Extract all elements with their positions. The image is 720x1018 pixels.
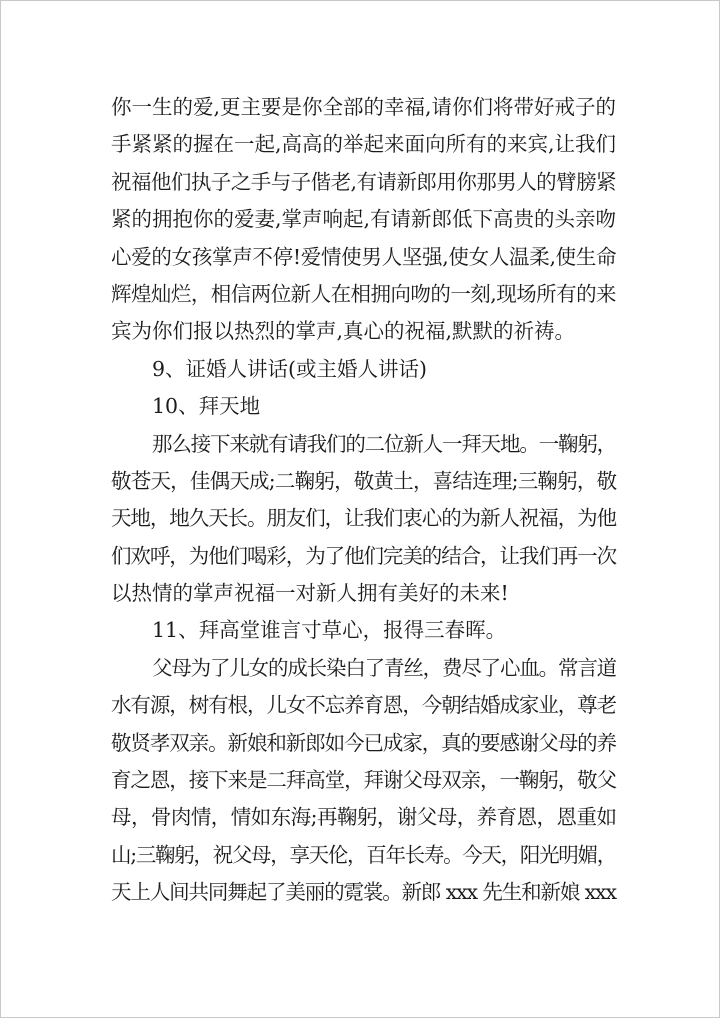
text-line: 你一生的爱,更主要是你全部的幸福,请你们将带好戒子的 [111,95,617,119]
text-line: 祝福他们执子之手与子偕老,有请新郎用你那男人的臂膀紧 [111,169,617,194]
text-line: 那么接下来就有请我们的二位新人一拜天地。一鞠躬， [152,431,616,456]
text-line: 天上人间共同舞起了美丽的霓裳。新郎 xxx 先生和新娘 xxx [111,880,616,905]
text-line: 们欢呼，为他们喝彩，为了他们完美的结合，让我们再一次 [111,543,616,568]
text-line: 山;三鞠躬，祝父母，享天伦，百年长寿。今天，阳光明媚， [111,842,616,867]
text-line: 父母为了儿女的成长染白了青丝，费尽了心血。常言道 [152,655,616,680]
text-line: 辉煌灿烂，相信两位新人在相拥向吻的一刻,现场所有的来 [111,281,617,306]
text-line: 心爱的女孩掌声不停!爱情使男人坚强,使女人温柔,使生命 [111,244,617,269]
text-line: 11、拜高堂谁言寸草心，报得三春晖。 [152,618,507,643]
text-line: 宾为你们报以热烈的掌声,真心的祝福,默默的祈祷。 [111,319,576,344]
text-line: 手紧紧的握在一起,高高的举起来面向所有的来宾,让我们 [111,132,617,157]
body-text [111,89,616,912]
text-line: 以热情的掌声祝福一对新人拥有美好的未来! [111,581,509,606]
text-line: 紧的拥抱你的爱妻,掌声响起,有请新郎低下高贵的头亲吻 [111,207,617,232]
text-line: 10、拜天地 [152,394,261,419]
text-line: 9、证婚人讲话(或主婚人讲话) [152,356,428,381]
text-line: 天地，地久天长。朋友们，让我们衷心的为新人祝福，为他 [111,506,616,531]
text-line: 母，骨肉情，情如东海;再鞠躬，谢父母，养育恩，恩重如 [111,805,617,830]
text-line: 水有源，树有根，儿女不忘养育恩，今朝结婚成家业，尊老 [111,693,616,718]
text-line: 育之恩，接下来是二拜高堂，拜谢父母双亲，一鞠躬，敬父 [111,768,616,793]
text-line: 敬贤孝双亲。新娘和新郎如今已成家，真的要感谢父母的养 [111,730,616,755]
text-line: 敬苍天，佳偶天成;二鞠躬，敬黄土，喜结连理;三鞠躬，敬 [111,468,617,493]
